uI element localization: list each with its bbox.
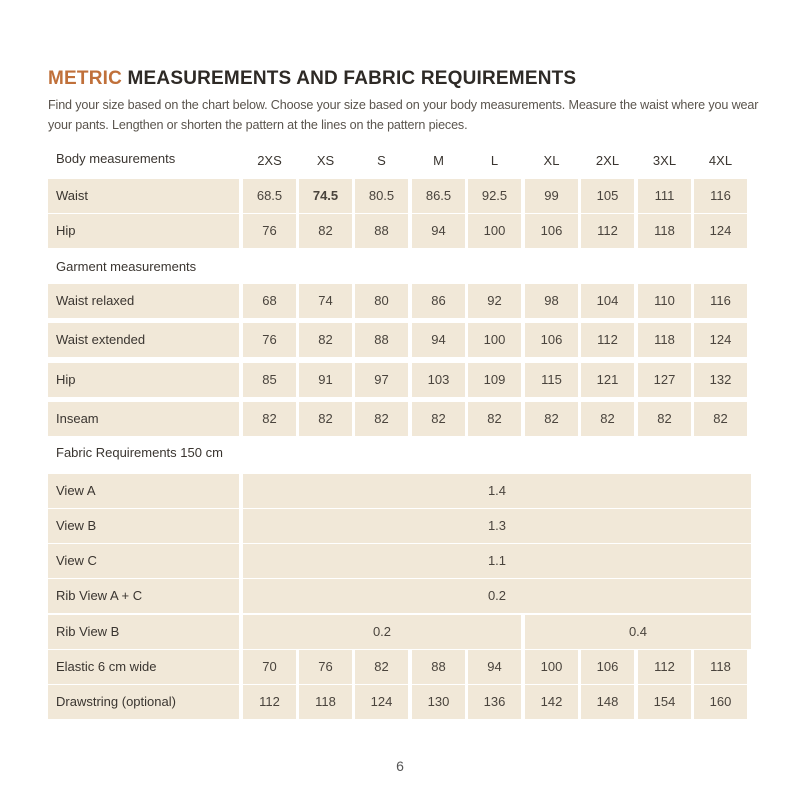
table-cell: 94 bbox=[412, 214, 465, 248]
table-cell: 82 bbox=[638, 402, 691, 436]
table-cell: 106 bbox=[525, 323, 578, 357]
table-cell: 91 bbox=[299, 363, 352, 397]
size-header-l: L bbox=[490, 153, 499, 168]
row-label-elastic: Elastic 6 cm wide bbox=[48, 650, 239, 684]
table-cell: 116 bbox=[694, 284, 747, 318]
table-cell: 109 bbox=[468, 363, 521, 397]
body-measurements-heading: Body measurements bbox=[56, 151, 176, 166]
table-cell: 124 bbox=[355, 685, 408, 719]
table-cell: 82 bbox=[694, 402, 747, 436]
table-cell: 94 bbox=[412, 323, 465, 357]
table-cell: 106 bbox=[581, 650, 634, 684]
table-cell: 82 bbox=[581, 402, 634, 436]
table-cell: 76 bbox=[243, 214, 296, 248]
table-cell: 80.5 bbox=[355, 179, 408, 213]
table-cell: 88 bbox=[412, 650, 465, 684]
title-rest: MEASUREMENTS AND FABRIC REQUIREMENTS bbox=[122, 68, 577, 89]
table-cell: 124 bbox=[694, 214, 747, 248]
rib-view-b-large-value: 0.4 bbox=[525, 615, 751, 649]
size-header-3xl: 3XL bbox=[652, 153, 677, 168]
row-label-view-c: View C bbox=[48, 544, 239, 578]
table-cell: 82 bbox=[355, 650, 408, 684]
table-cell: 82 bbox=[299, 402, 352, 436]
table-cell: 105 bbox=[581, 179, 634, 213]
page-number: 6 bbox=[396, 758, 404, 774]
table-cell: 104 bbox=[581, 284, 634, 318]
table-cell: 111 bbox=[638, 179, 691, 213]
row-label-drawstring: Drawstring (optional) bbox=[48, 685, 239, 719]
table-cell: 82 bbox=[243, 402, 296, 436]
row-label-inseam: Inseam bbox=[48, 402, 239, 436]
table-cell: 74 bbox=[299, 284, 352, 318]
garment-measurements-heading: Garment measurements bbox=[56, 259, 197, 274]
row-label-rib-view-b: Rib View B bbox=[48, 615, 239, 649]
row-label-waist-relaxed: Waist relaxed bbox=[48, 284, 239, 318]
table-cell: 132 bbox=[694, 363, 747, 397]
size-header-s: S bbox=[377, 153, 386, 168]
view-c-value: 1.1 bbox=[243, 544, 751, 578]
page-title bbox=[48, 68, 576, 90]
rib-view-b-small-value: 0.2 bbox=[243, 615, 521, 649]
table-cell: 115 bbox=[525, 363, 578, 397]
table-cell: 76 bbox=[243, 323, 296, 357]
table-cell: 82 bbox=[355, 402, 408, 436]
rib-view-ac-value: 0.2 bbox=[243, 579, 751, 613]
size-header-2xl: 2XL bbox=[595, 153, 620, 168]
row-label-waist-extended: Waist extended bbox=[48, 323, 239, 357]
table-cell: 118 bbox=[694, 650, 747, 684]
table-cell: 82 bbox=[468, 402, 521, 436]
table-cell: 124 bbox=[694, 323, 747, 357]
table-cell: 100 bbox=[468, 323, 521, 357]
row-label-waist: Waist bbox=[48, 179, 239, 213]
table-cell: 76 bbox=[299, 650, 352, 684]
table-cell: 118 bbox=[299, 685, 352, 719]
row-label-hip: Hip bbox=[48, 214, 239, 248]
table-cell: 112 bbox=[581, 214, 634, 248]
table-cell: 160 bbox=[694, 685, 747, 719]
row-label-view-a: View A bbox=[48, 474, 239, 508]
size-header-4xl: 4XL bbox=[708, 153, 733, 168]
title-accent: METRIC bbox=[48, 68, 123, 89]
row-label-garment-hip: Hip bbox=[48, 363, 239, 397]
table-cell: 100 bbox=[468, 214, 521, 248]
table-cell: 82 bbox=[525, 402, 578, 436]
table-cell: 92 bbox=[468, 284, 521, 318]
table-cell: 70 bbox=[243, 650, 296, 684]
table-cell: 103 bbox=[412, 363, 465, 397]
table-cell: 86.5 bbox=[412, 179, 465, 213]
table-cell: 74.5 bbox=[299, 179, 352, 213]
table-cell: 92.5 bbox=[468, 179, 521, 213]
table-cell: 106 bbox=[525, 214, 578, 248]
table-cell: 86 bbox=[412, 284, 465, 318]
table-cell: 97 bbox=[355, 363, 408, 397]
view-b-value: 1.3 bbox=[243, 509, 751, 543]
table-cell: 80 bbox=[355, 284, 408, 318]
table-cell: 142 bbox=[525, 685, 578, 719]
table-cell: 100 bbox=[525, 650, 578, 684]
table-cell: 68.5 bbox=[243, 179, 296, 213]
table-cell: 110 bbox=[638, 284, 691, 318]
row-label-view-b: View B bbox=[48, 509, 239, 543]
table-cell: 88 bbox=[355, 214, 408, 248]
table-cell: 94 bbox=[468, 650, 521, 684]
table-cell: 136 bbox=[468, 685, 521, 719]
table-cell: 88 bbox=[355, 323, 408, 357]
size-header-2xs: 2XS bbox=[257, 153, 282, 168]
table-cell: 130 bbox=[412, 685, 465, 719]
table-cell: 112 bbox=[638, 650, 691, 684]
table-cell: 68 bbox=[243, 284, 296, 318]
size-header-xs: XS bbox=[316, 153, 335, 168]
view-a-value: 1.4 bbox=[243, 474, 751, 508]
table-cell: 116 bbox=[694, 179, 747, 213]
table-cell: 121 bbox=[581, 363, 634, 397]
table-cell: 82 bbox=[299, 323, 352, 357]
table-cell: 112 bbox=[581, 323, 634, 357]
table-cell: 154 bbox=[638, 685, 691, 719]
intro-text: Find your size based on the chart below. Choose your size based on your body measurements. Measure the waist where you wear your pants. Lengthen or shorten the pattern at the lines on the pattern pieces. bbox=[48, 98, 759, 132]
fabric-requirements-heading: Fabric Requirements 150 cm bbox=[56, 445, 223, 460]
table-cell: 98 bbox=[525, 284, 578, 318]
table-cell: 99 bbox=[525, 179, 578, 213]
table-cell: 127 bbox=[638, 363, 691, 397]
table-cell: 148 bbox=[581, 685, 634, 719]
table-cell: 82 bbox=[299, 214, 352, 248]
table-cell: 85 bbox=[243, 363, 296, 397]
table-cell: 82 bbox=[412, 402, 465, 436]
table-cell: 118 bbox=[638, 323, 691, 357]
table-cell: 112 bbox=[243, 685, 296, 719]
table-cell: 118 bbox=[638, 214, 691, 248]
size-header-m: M bbox=[433, 153, 444, 168]
size-header-xl: XL bbox=[543, 153, 560, 168]
row-label-rib-view-ac: Rib View A + C bbox=[48, 579, 239, 613]
